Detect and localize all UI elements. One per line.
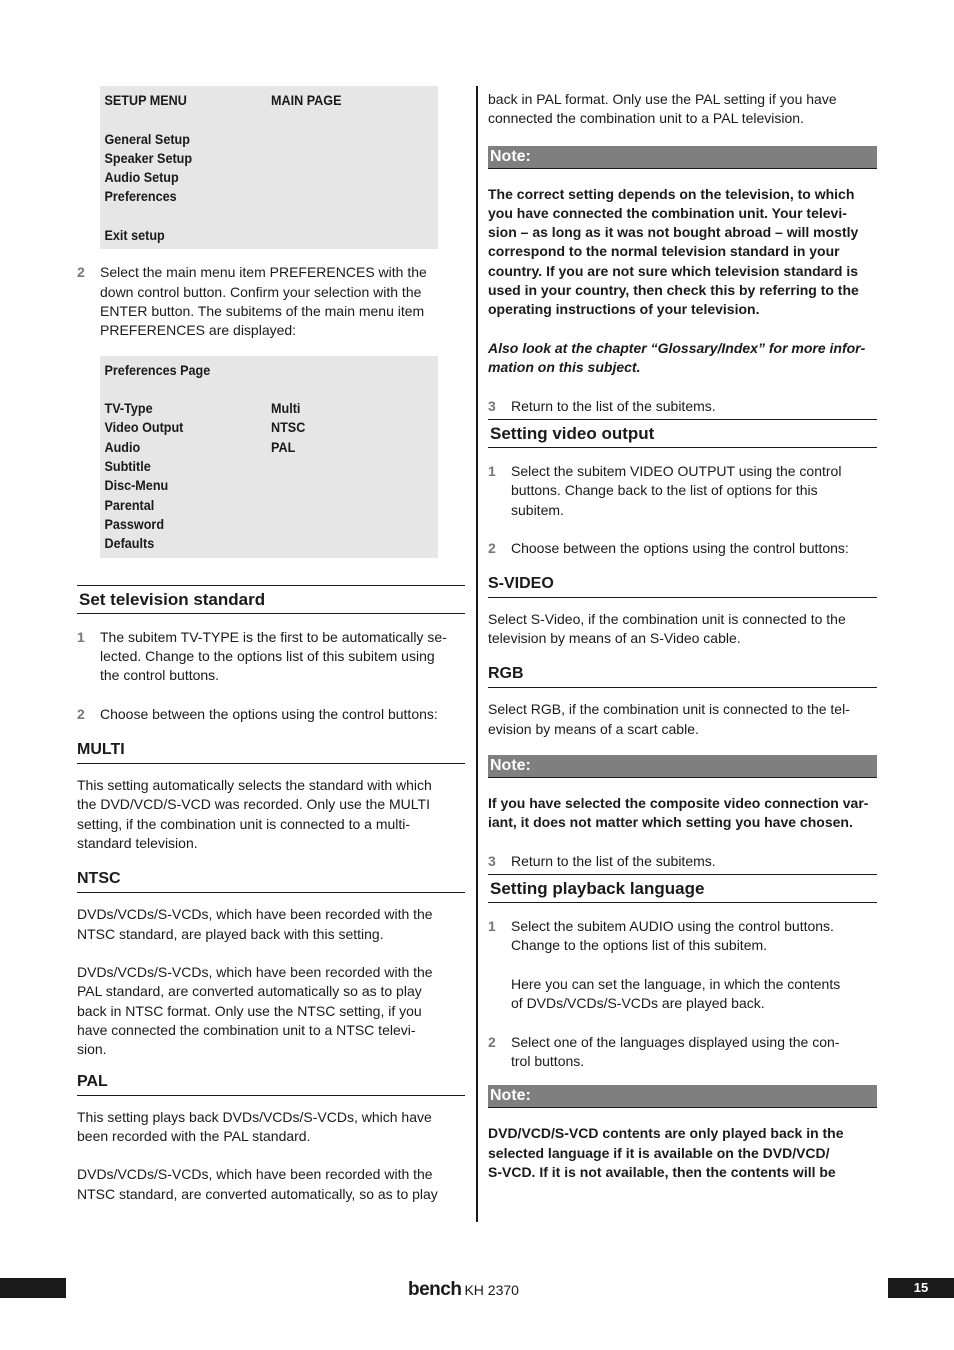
menu-item: Speaker Setup <box>104 149 193 166</box>
step-text: Select one of the languages displayed using the con- trol buttons. <box>511 1033 840 1070</box>
step-number: 2 <box>488 540 496 557</box>
step-number: 1 <box>488 463 496 480</box>
subheading-ntsc: NTSC <box>77 866 465 893</box>
footer-brand <box>408 1280 519 1300</box>
pref-label: Video Output <box>104 419 184 436</box>
preferences-menu-box <box>100 356 438 558</box>
left-column <box>77 86 465 1204</box>
pref-label: Parental <box>104 496 155 513</box>
pref-label: Defaults <box>104 535 155 552</box>
footer-bar-left <box>0 1278 66 1298</box>
section-heading-playback-language: Setting playback language <box>488 874 877 903</box>
preferences-title: Preferences Page <box>104 361 211 378</box>
pal-paragraph-1: This setting plays back DVDs/VCDs/S-VCDs, which have been recorded with the PAL standard. <box>77 1108 432 1144</box>
step-number: 2 <box>77 264 85 281</box>
subheading-rgb: RGB <box>488 661 877 688</box>
pref-value: Multi <box>271 400 301 417</box>
step-text: The subitem TV-TYPE is the first to be automatically se- lected. Change to the options list of this subitem using the control buttons. <box>100 628 447 684</box>
bench-logo-icon: bench <box>408 1279 462 1300</box>
model-number: KH 2370 <box>464 1282 519 1298</box>
step-text: Choose between the options using the control buttons: <box>511 540 849 557</box>
note-bar: Note: <box>488 1085 877 1108</box>
pref-label: Audio <box>104 438 141 455</box>
column-divider <box>476 86 478 1222</box>
step-item <box>77 263 465 340</box>
ntsc-paragraph-1: DVDs/VCDs/S-VCDs, which have been recorded with the NTSC standard, are played back with this setting. <box>77 906 433 942</box>
step-number: 2 <box>77 705 85 722</box>
subheading-svideo: S-VIDEO <box>488 571 877 598</box>
note-italic-text: Also look at the chapter “Glossary/Index” for more infor- mation on this subject. <box>488 339 866 376</box>
pal-continued-paragraph: back in PAL format. Only use the PAL setting if you have connected the combination unit to a PAL television. <box>488 91 837 127</box>
menu-exit: Exit setup <box>104 227 165 244</box>
step-number: 1 <box>488 918 496 935</box>
note-text: If you have selected the composite video connection var- iant, it does not matter which setting you have chosen. <box>488 794 869 831</box>
step-item <box>488 1033 877 1072</box>
section-heading-tv-standard: Set television standard <box>77 585 465 614</box>
step-number: 3 <box>488 397 496 414</box>
multi-paragraph: This setting automatically selects the standard with which the DVD/VCD/S-VCD was recorded. Only use the MULTI setting, if the combination unit is connected to a multi- standard television. <box>77 777 432 851</box>
setup-menu-title: SETUP MENU <box>104 92 187 108</box>
section-heading-video-output: Setting video output <box>488 419 877 448</box>
note-bar: Note: <box>488 146 877 169</box>
step-text: Return to the list of the subitems. <box>511 397 716 414</box>
pref-value: PAL <box>271 438 296 455</box>
note-text: The correct setting depends on the television, to which you have connected the combination unit. Your televi- sion – as long as it was not bought abroad – will mostly correspond to the normal television standard in your country. If you are not sure which television standard is used in your country, then check this by referring to the operating instructions of your television. <box>488 185 859 318</box>
step-number: 2 <box>488 1033 496 1050</box>
pal-paragraph-2: DVDs/VCDs/S-VCDs, which have been recorded with the NTSC standard, are converted automatically, so as to play <box>77 1166 438 1202</box>
step-item <box>77 628 465 686</box>
step-item <box>488 539 877 558</box>
pref-label: TV-Type <box>104 400 153 417</box>
step-text: Select the subitem AUDIO using the control buttons. Change to the options list of this subitem. Here you can set the language, in which the contents of DVDs/VCDs/S-VCDs are played back. <box>511 918 841 1012</box>
step-text: Return to the list of the subitems. <box>511 852 716 869</box>
step-number: 3 <box>488 852 496 869</box>
page-number: 15 <box>888 1278 954 1298</box>
subheading-pal: PAL <box>77 1069 465 1096</box>
step-item <box>488 852 877 871</box>
step-item <box>488 462 877 520</box>
menu-item: Audio Setup <box>104 169 179 186</box>
step-text: Select the subitem VIDEO OUTPUT using the control buttons. Change back to the list of options for this subitem. <box>511 463 842 518</box>
note-text: DVD/VCD/S-VCD contents are only played back in the selected language if it is available on the DVD/VCD/ S-VCD. If it is not available, then the contents will be <box>488 1125 844 1180</box>
rgb-paragraph: Select RGB, if the combination unit is connected to the tel- evision by means of a scart cable. <box>488 701 850 737</box>
menu-item: General Setup <box>104 130 190 147</box>
subheading-multi: MULTI <box>77 737 465 764</box>
menu-item: Preferences <box>104 188 177 205</box>
note-bar: Note: <box>488 755 877 778</box>
setup-menu-box <box>100 86 438 249</box>
main-page-title: MAIN PAGE <box>271 92 342 108</box>
pref-label: Subtitle <box>104 458 151 475</box>
pref-label: Password <box>104 515 165 532</box>
step-item <box>77 705 465 724</box>
ntsc-paragraph-2: DVDs/VCDs/S-VCDs, which have been recorded with the PAL standard, are converted automatically so as to play back in NTSC format. Only use the NTSC setting, if you have connected the combination unit to a NTSC televi- sion. <box>77 964 433 1058</box>
step-number: 1 <box>77 628 85 645</box>
svideo-paragraph: Select S-Video, if the combination unit is connected to the television by means of an S-Video cable. <box>488 610 846 646</box>
pref-label: Disc-Menu <box>104 477 169 494</box>
step-text: Select the main menu item PREFERENCES with the down control button. Confirm your selection with the ENTER button. The subitems of the main menu item PREFERENCES are displayed: <box>100 264 427 339</box>
right-column <box>488 86 877 1182</box>
pref-value: NTSC <box>271 419 306 436</box>
step-item <box>488 917 877 1013</box>
step-item <box>488 397 877 416</box>
step-text: Choose between the options using the control buttons: <box>100 705 438 722</box>
